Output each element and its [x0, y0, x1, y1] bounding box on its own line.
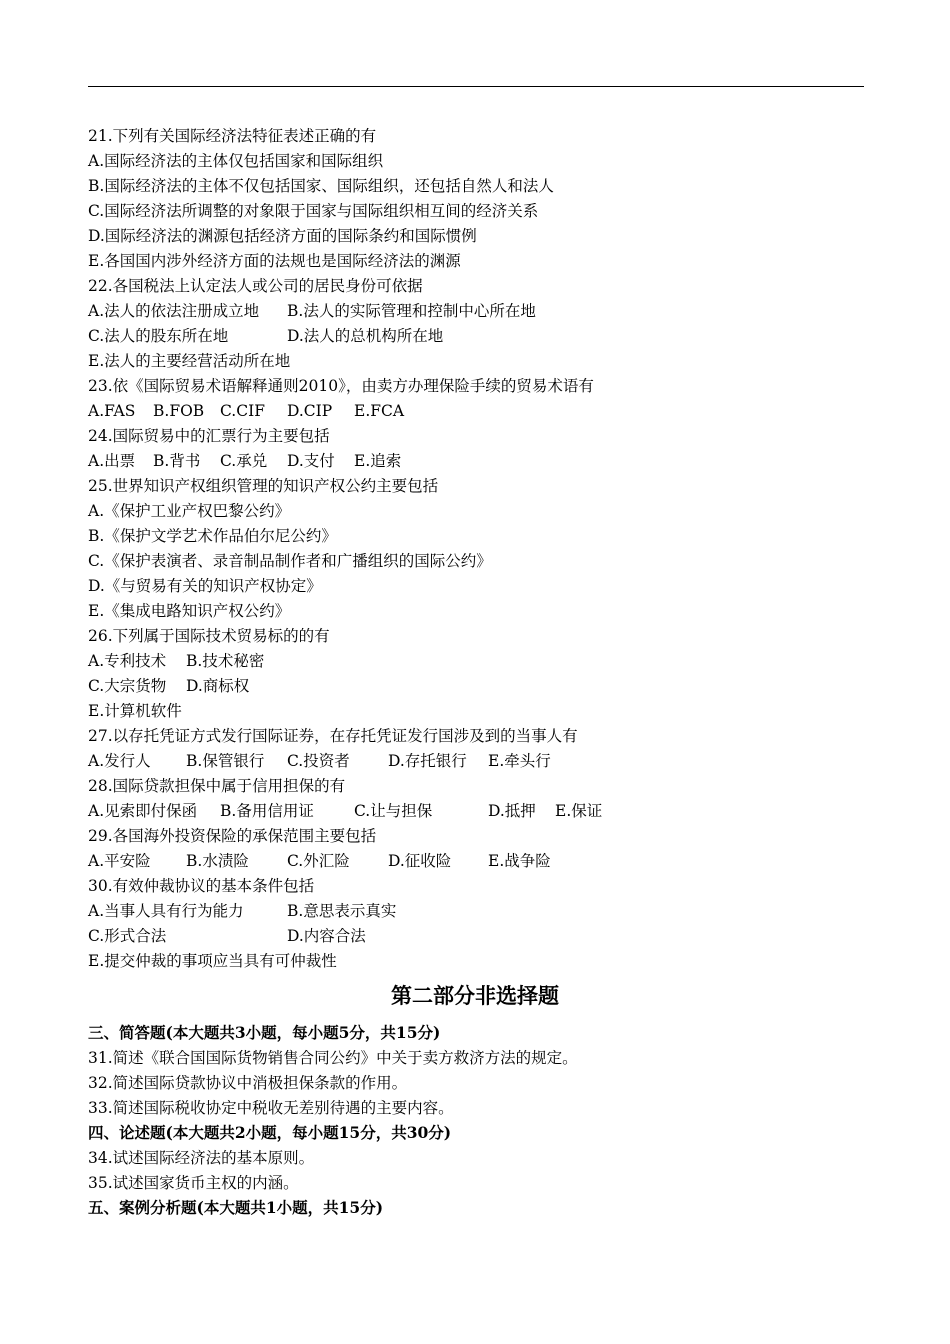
option-26-a: A.专利技术 [88, 652, 167, 670]
question-35: 35.试述国家货币主权的内涵。 [88, 1174, 299, 1192]
question-29: 29.各国海外投资保险的承保范围主要包括 [88, 827, 377, 845]
option-29-c: C.外汇险 [287, 852, 350, 870]
question-24: 24.国际贸易中的汇票行为主要包括 [88, 427, 330, 445]
option-26-e: E.计算机软件 [88, 702, 182, 720]
option-23-e: E.FCA [354, 402, 405, 420]
option-24-d: D.支付 [287, 452, 335, 470]
question-22: 22.各国税法上认定法人或公司的居民身份可依据 [88, 277, 423, 295]
option-30-c: C.形式合法 [88, 927, 167, 945]
option-25-e: E.《集成电路知识产权公约》 [88, 602, 291, 620]
option-29-e: E.战争险 [488, 852, 551, 870]
option-21-b: B.国际经济法的主体不仅包括国家、国际组织，还包括自然人和法人 [88, 177, 554, 195]
option-29-d: D.征收险 [388, 852, 452, 870]
header-rule [88, 86, 864, 87]
option-28-e: E.保证 [555, 802, 603, 820]
question-33: 33.简述国际税收协定中税收无差别待遇的主要内容。 [88, 1099, 454, 1117]
option-24-b: B.背书 [153, 452, 201, 470]
option-28-c: C.让与担保 [354, 802, 433, 820]
question-23: 23.依《国际贸易术语解释通则2010》，由卖方办理保险手续的贸易术语有 [88, 377, 594, 395]
question-30: 30.有效仲裁协议的基本条件包括 [88, 877, 315, 895]
question-26: 26.下列属于国际技术贸易标的的有 [88, 627, 330, 645]
option-23-c: C.CIF [220, 402, 265, 420]
option-23-a: A.FAS [88, 402, 136, 420]
option-28-d: D.抵押 [488, 802, 536, 820]
option-25-a: A.《保护工业产权巴黎公约》 [88, 502, 291, 520]
option-25-c: C.《保护表演者、录音制品制作者和广播组织的国际公约》 [88, 552, 492, 570]
option-27-a: A.发行人 [88, 752, 151, 770]
question-31: 31.简述《联合国国际货物销售合同公约》中关于卖方救济方法的规定。 [88, 1049, 578, 1067]
option-27-b: B.保管银行 [186, 752, 265, 770]
option-29-b: B.水渍险 [186, 852, 249, 870]
option-22-a: A.法人的依法注册成立地 [88, 302, 260, 320]
option-22-b: B.法人的实际管理和控制中心所在地 [287, 302, 536, 320]
option-24-a: A.出票 [88, 452, 136, 470]
option-29-a: A.平安险 [88, 852, 151, 870]
part-two-title: 第二部分非选择题 [391, 983, 559, 1008]
option-21-e: E.各国国内涉外经济方面的法规也是国际经济法的渊源 [88, 252, 461, 270]
option-26-c: C.大宗货物 [88, 677, 167, 695]
option-26-d: D.商标权 [186, 677, 250, 695]
option-22-d: D.法人的总机构所在地 [287, 327, 444, 345]
option-30-d: D.内容合法 [287, 927, 366, 945]
question-28: 28.国际贷款担保中属于信用担保的有 [88, 777, 346, 795]
question-32: 32.简述国际贷款协议中消极担保条款的作用。 [88, 1074, 408, 1092]
section-three-heading: 三、简答题(本大题共3小题，每小题5分，共15分) [88, 1023, 441, 1042]
option-26-b: B.技术秘密 [186, 652, 265, 670]
option-23-b: B.FOB [153, 402, 205, 420]
option-25-b: B.《保护文学艺术作品伯尔尼公约》 [88, 527, 337, 545]
option-24-e: E.追索 [354, 452, 402, 470]
section-four-heading: 四、论述题(本大题共2小题，每小题15分，共30分) [88, 1123, 452, 1142]
option-28-b: B.备用信用证 [220, 802, 314, 820]
option-23-d: D.CIP [287, 402, 333, 420]
section-five-heading: 五、案例分析题(本大题共1小题，共15分) [88, 1198, 384, 1217]
question-25: 25.世界知识产权组织管理的知识产权公约主要包括 [88, 477, 439, 495]
question-27: 27.以存托凭证方式发行国际证券，在存托凭证发行国涉及到的当事人有 [88, 727, 578, 745]
option-21-c: C.国际经济法所调整的对象限于国家与国际组织相互间的经济关系 [88, 202, 539, 220]
option-30-e: E.提交仲裁的事项应当具有可仲裁性 [88, 952, 337, 970]
option-21-a: A.国际经济法的主体仅包括国家和国际组织 [88, 152, 384, 170]
option-22-e: E.法人的主要经营活动所在地 [88, 352, 291, 370]
option-30-b: B.意思表示真实 [287, 902, 397, 920]
option-27-e: E.牵头行 [488, 752, 551, 770]
option-30-a: A.当事人具有行为能力 [88, 902, 244, 920]
option-27-d: D.存托银行 [388, 752, 467, 770]
option-22-c: C.法人的股东所在地 [88, 327, 229, 345]
option-24-c: C.承兑 [220, 452, 268, 470]
question-34: 34.试述国际经济法的基本原则。 [88, 1149, 315, 1167]
option-28-a: A.见索即付保函 [88, 802, 198, 820]
option-25-d: D.《与贸易有关的知识产权协定》 [88, 577, 322, 595]
question-21: 21.下列有关国际经济法特征表述正确的有 [88, 127, 377, 145]
option-27-c: C.投资者 [287, 752, 350, 770]
option-21-d: D.国际经济法的渊源包括经济方面的国际条约和国际惯例 [88, 227, 477, 245]
